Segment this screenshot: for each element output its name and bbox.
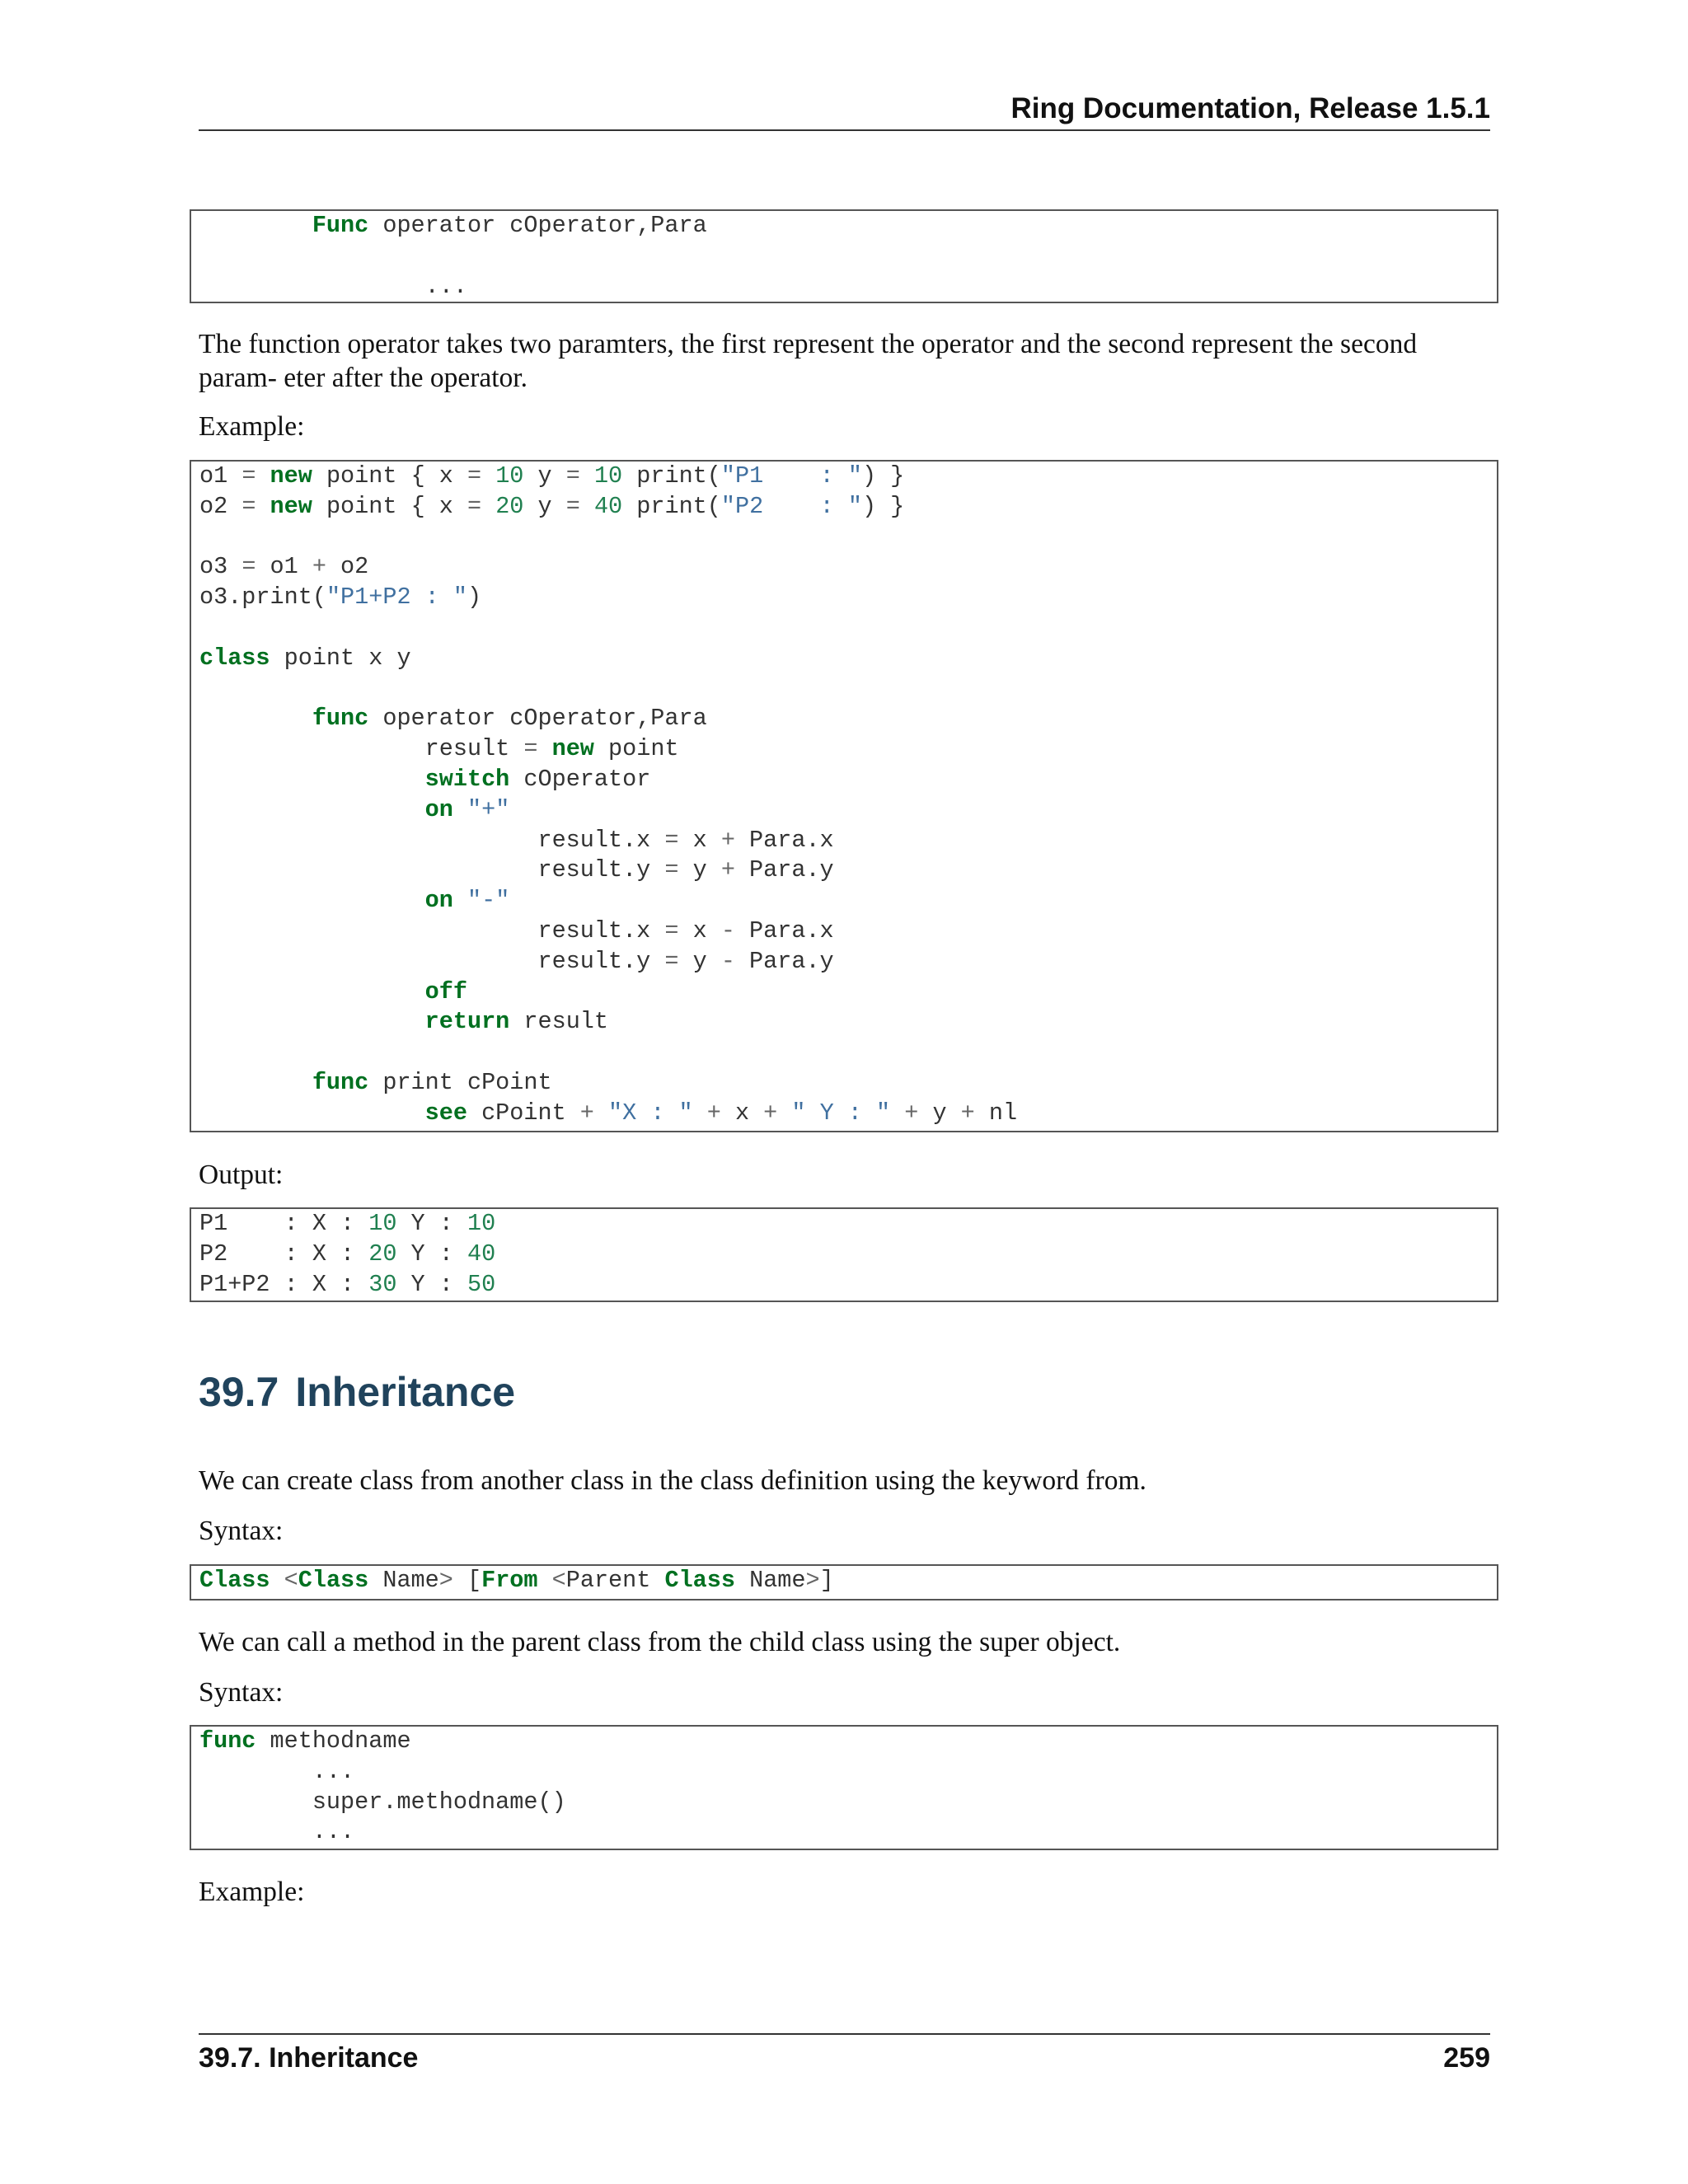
code-token <box>256 493 270 520</box>
code-token: "P2 : " <box>720 492 862 520</box>
code-token: point { x <box>312 492 467 520</box>
code-token: o2 <box>326 553 369 581</box>
code-token: ) <box>467 583 482 612</box>
code-token: super.methodname() <box>199 1788 566 1816</box>
code-line <box>199 886 1497 916</box>
code-line <box>199 765 1497 795</box>
code-token <box>270 1567 284 1594</box>
code-token: = <box>664 916 679 944</box>
code-token: 40 <box>593 492 623 520</box>
code-token: "P1 : " <box>720 462 862 490</box>
code-token: Para.x <box>734 826 834 854</box>
code-token: > <box>438 1567 453 1594</box>
code-token: o1 <box>199 462 242 490</box>
code-token: o1 <box>256 553 312 581</box>
code-token: Parent <box>565 1567 665 1594</box>
code-token: y <box>678 856 721 884</box>
code-token: = <box>241 553 256 581</box>
code-token: cPoint <box>467 1099 580 1127</box>
code-token: = <box>241 462 256 490</box>
code-line <box>199 211 1497 241</box>
code-token: "X : " <box>608 1099 693 1127</box>
code-token: Class <box>199 1567 270 1594</box>
code-token: 40 <box>467 1240 496 1268</box>
code-token: cOperator <box>509 765 651 793</box>
code-token: + <box>904 1099 919 1127</box>
code-line <box>199 644 1497 674</box>
code-token <box>199 887 425 914</box>
code-token: x <box>720 1099 764 1127</box>
code-token: = <box>565 492 580 520</box>
code-line <box>199 523 1497 553</box>
code-token: "-" <box>467 887 510 915</box>
code-token: y <box>678 947 721 975</box>
code-token: Class <box>298 1567 369 1594</box>
section-heading <box>199 1368 515 1416</box>
code-line <box>199 1727 1497 1757</box>
code-token <box>693 1099 707 1127</box>
code-token: func <box>312 1068 369 1096</box>
code-token: "P1+P2 : " <box>326 583 467 612</box>
code-line <box>199 1817 1497 1848</box>
code-token: print cPoint <box>368 1068 552 1096</box>
code-token: + <box>312 553 326 581</box>
code-block-super-syntax <box>190 1725 1498 1850</box>
code-token: y <box>523 492 566 520</box>
code-token: 10 <box>495 462 524 490</box>
code-token: on <box>424 887 453 915</box>
example-label: Example: <box>199 1877 305 1907</box>
code-token: switch <box>424 765 510 793</box>
code-token: x <box>678 826 721 854</box>
code-line <box>199 552 1497 583</box>
code-token <box>777 1099 791 1127</box>
code-token: see <box>424 1099 467 1127</box>
code-token: o2 <box>199 492 242 520</box>
code-token: operator cOperator,Para <box>368 212 707 239</box>
page-number: 259 <box>1443 2042 1490 2074</box>
code-token <box>594 1099 608 1127</box>
code-line <box>199 613 1497 644</box>
code-line <box>199 704 1497 734</box>
code-token <box>199 212 312 239</box>
code-line <box>199 1240 1497 1270</box>
code-token: + <box>706 1099 721 1127</box>
code-line <box>199 947 1497 977</box>
code-token: result.y <box>199 947 665 975</box>
code-line <box>199 795 1497 826</box>
code-line <box>199 241 1497 272</box>
code-token: on <box>424 795 453 823</box>
code-token: y <box>918 1099 961 1127</box>
code-token: point x y <box>270 644 411 672</box>
code-token: = <box>664 947 679 975</box>
super-description: We can call a method in the parent class from the child class using the super object. <box>199 1627 1121 1657</box>
code-token <box>199 766 425 793</box>
code-line <box>199 734 1497 765</box>
code-line <box>199 1007 1497 1038</box>
code-token: - <box>720 947 735 975</box>
code-token: = <box>523 735 538 763</box>
footer-rule <box>199 2033 1490 2035</box>
code-token: func <box>312 705 369 733</box>
code-token: print( <box>622 462 721 490</box>
code-token: ) } <box>861 492 905 520</box>
section-number: 39.7 <box>199 1369 279 1415</box>
code-line <box>199 855 1497 886</box>
code-token: = <box>664 826 679 854</box>
code-block-func-operator-syntax <box>190 209 1498 303</box>
code-line <box>199 916 1497 947</box>
code-token: = <box>467 462 482 490</box>
code-line <box>199 1209 1497 1240</box>
code-token: P2 : X : <box>199 1240 369 1268</box>
example-label: Example: <box>199 411 305 442</box>
code-line <box>199 272 1497 302</box>
code-token: " Y : " <box>791 1099 891 1127</box>
code-token <box>580 462 594 490</box>
code-token <box>580 493 594 520</box>
code-token <box>199 1099 425 1127</box>
code-token: result <box>509 1008 609 1036</box>
code-token: Para.x <box>734 916 834 944</box>
code-token: return <box>424 1008 510 1036</box>
code-token: 20 <box>495 492 524 520</box>
code-block-operator-example <box>190 460 1498 1132</box>
code-token: + <box>720 826 735 854</box>
syntax-label: Syntax: <box>199 1677 284 1708</box>
code-token: = <box>664 856 679 884</box>
code-token: = <box>241 492 256 520</box>
code-token <box>890 1099 904 1127</box>
code-block-operator-output <box>190 1207 1498 1302</box>
code-token: Name <box>368 1567 439 1594</box>
code-token: point <box>593 735 679 763</box>
code-token: print( <box>622 492 721 520</box>
code-line <box>199 1757 1497 1788</box>
code-token <box>199 796 425 823</box>
code-token: ... <box>199 272 467 300</box>
code-token <box>537 735 551 762</box>
code-token: < <box>551 1567 566 1594</box>
code-token <box>538 1567 552 1594</box>
code-token: Y : <box>396 1210 467 1237</box>
code-token: new <box>270 462 312 490</box>
code-line <box>199 977 1497 1008</box>
code-token: From <box>481 1567 538 1594</box>
code-token: < <box>284 1567 298 1594</box>
code-token: Name <box>734 1567 806 1594</box>
code-token: 10 <box>593 462 623 490</box>
code-token <box>481 462 495 490</box>
code-line <box>199 583 1497 613</box>
inheritance-description: We can create class from another class in the class definition using the keyword from. <box>199 1465 1146 1496</box>
code-token: P1 : X : <box>199 1210 369 1237</box>
code-token: P1+P2 : X : <box>199 1270 369 1298</box>
code-token: methodname <box>256 1727 411 1755</box>
code-line <box>199 492 1497 523</box>
code-line <box>199 1788 1497 1818</box>
code-token: ... <box>199 1757 355 1785</box>
output-label: Output: <box>199 1160 284 1190</box>
header-rule <box>199 129 1490 131</box>
code-token: + <box>960 1099 975 1127</box>
code-token: new <box>270 492 312 520</box>
code-token: 20 <box>368 1240 397 1268</box>
code-token: ... <box>199 1818 355 1846</box>
code-line <box>199 1099 1497 1129</box>
code-token: nl <box>974 1099 1018 1127</box>
code-line <box>199 462 1497 492</box>
code-token <box>199 978 425 1005</box>
code-token <box>199 1069 312 1096</box>
code-token: Func <box>312 212 369 239</box>
code-token <box>199 1008 425 1035</box>
code-token: Y : <box>396 1270 467 1298</box>
footer-section: 39.7. Inheritance <box>199 2042 419 2074</box>
code-token: new <box>551 735 594 763</box>
code-token: Y : <box>396 1240 467 1268</box>
code-token: - <box>720 916 735 944</box>
code-line <box>199 674 1497 705</box>
code-token <box>453 796 467 823</box>
code-token: off <box>424 977 467 1005</box>
code-token: + <box>579 1099 594 1127</box>
code-token: Class <box>664 1567 735 1594</box>
code-token: result.x <box>199 826 665 854</box>
code-token: = <box>565 462 580 490</box>
code-token: result.x <box>199 916 665 944</box>
code-line <box>199 1038 1497 1068</box>
code-token: operator cOperator,Para <box>368 705 707 733</box>
code-token: result <box>199 735 524 763</box>
code-block-class-syntax <box>190 1564 1498 1601</box>
code-token <box>481 493 495 520</box>
code-token: + <box>763 1099 778 1127</box>
syntax-label: Syntax: <box>199 1516 284 1546</box>
code-token: 50 <box>467 1270 496 1298</box>
code-token: o3.print( <box>199 583 326 612</box>
code-line <box>199 826 1497 856</box>
code-line <box>199 1566 1497 1596</box>
code-token: Para.y <box>734 856 834 884</box>
code-token: y <box>523 462 566 490</box>
code-token: 10 <box>467 1210 496 1237</box>
code-token: Para.y <box>734 947 834 975</box>
code-token: "+" <box>467 795 510 823</box>
code-token: ) } <box>861 462 905 490</box>
code-token <box>256 462 270 490</box>
code-token: class <box>199 644 270 672</box>
operator-description: The function operator takes two paramters, the first represent the operator and the second represent the second param- eter after the operator. <box>199 329 1418 393</box>
code-token: 10 <box>368 1210 397 1237</box>
code-line <box>199 1068 1497 1099</box>
code-token <box>453 887 467 914</box>
code-token: func <box>199 1727 256 1755</box>
code-token: > <box>805 1567 820 1594</box>
code-token: ] <box>819 1567 834 1594</box>
code-token: o3 <box>199 553 242 581</box>
section-title: Inheritance <box>295 1369 516 1415</box>
code-token <box>199 705 312 732</box>
code-token: [ <box>452 1567 482 1594</box>
code-token: x <box>678 916 721 944</box>
code-token: result.y <box>199 856 665 884</box>
code-token: + <box>720 856 735 884</box>
code-token: = <box>467 492 482 520</box>
header-title: Ring Documentation, Release 1.5.1 <box>1010 92 1490 124</box>
code-token: 30 <box>368 1270 397 1298</box>
code-token: point { x <box>312 462 467 490</box>
code-line <box>199 1270 1497 1301</box>
